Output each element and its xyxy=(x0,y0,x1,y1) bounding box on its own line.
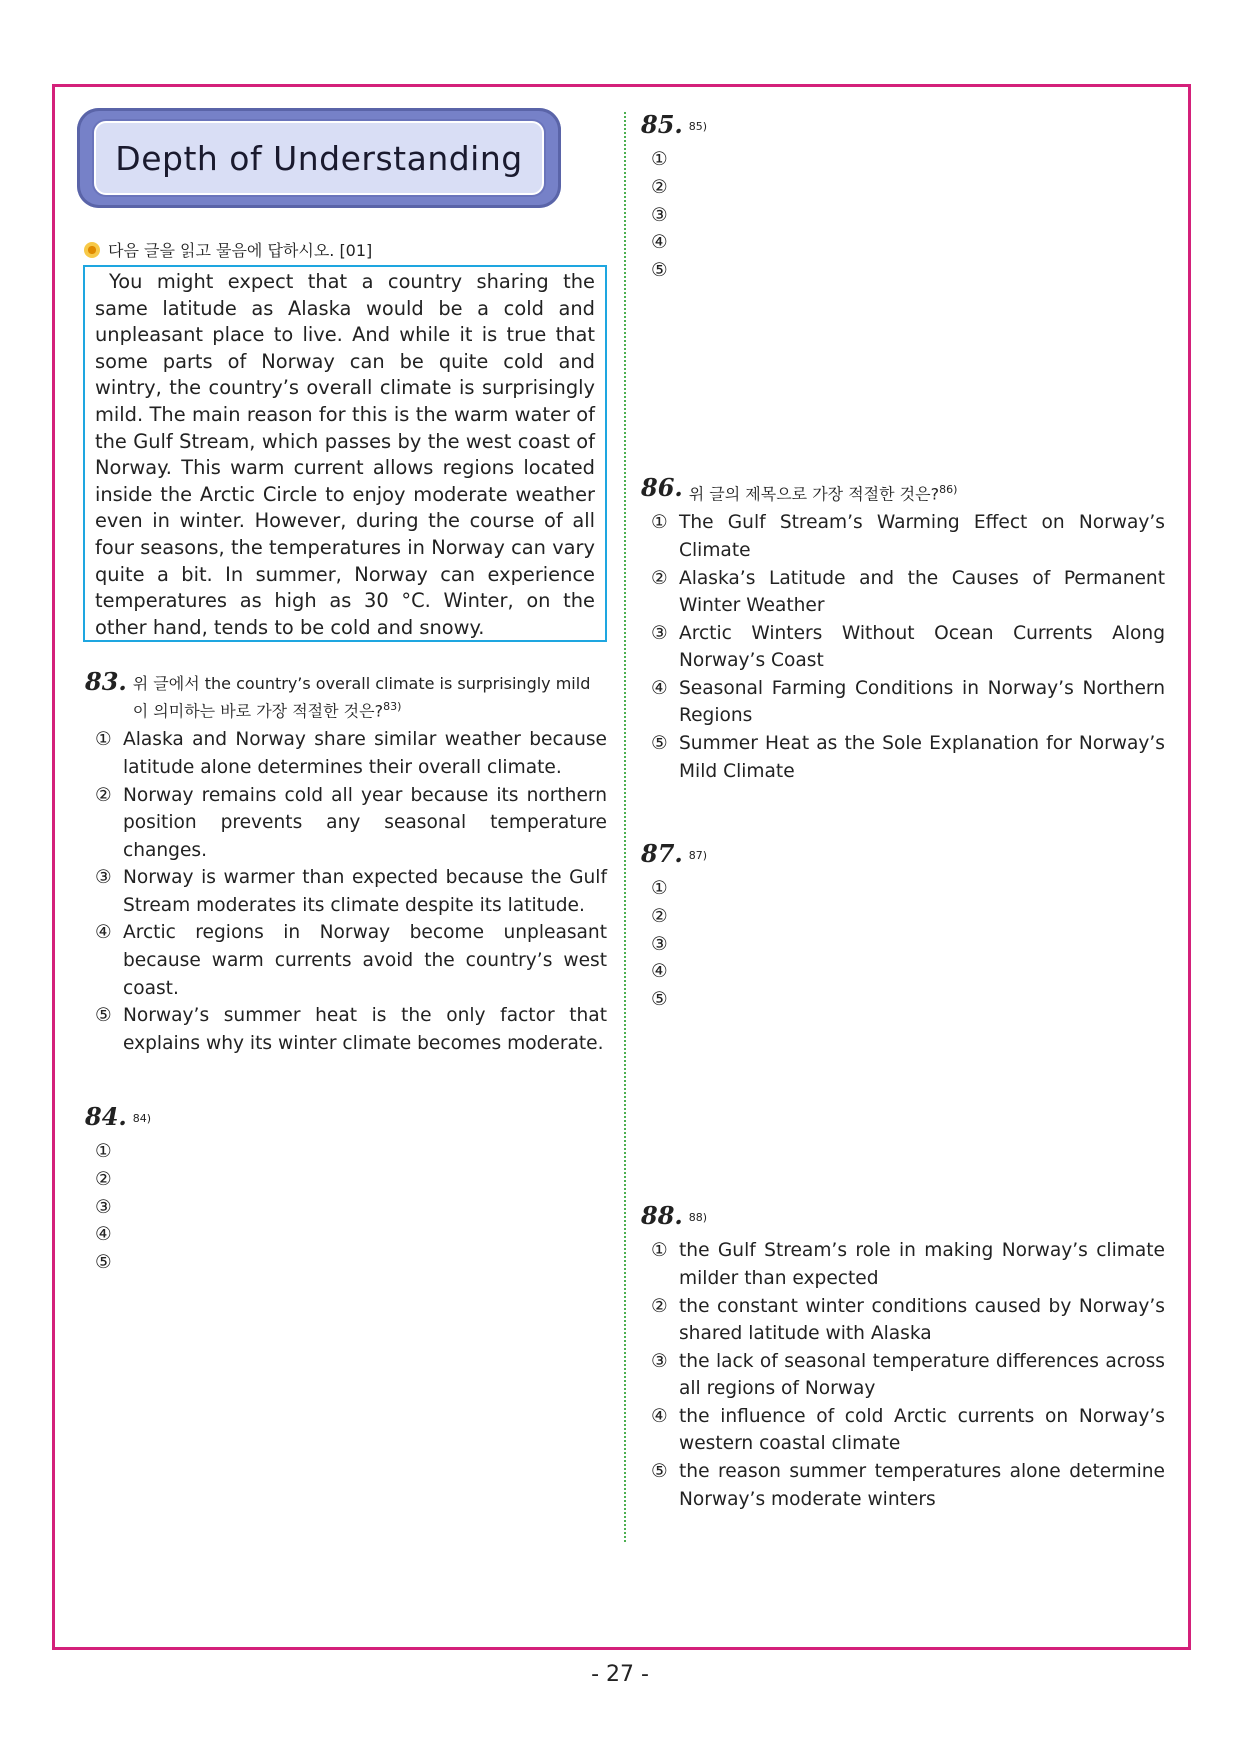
option-text: Summer Heat as the Sole Explanation for Norway’s Mild Climate xyxy=(679,733,1165,782)
question-number: 84. xyxy=(85,1102,127,1131)
option-text xyxy=(679,875,1165,903)
option-marker: ① xyxy=(651,149,668,171)
question-86 xyxy=(641,473,1165,785)
option-text: the reason summer temperatures alone determine Norway’s moderate winters xyxy=(679,1461,1165,1510)
page-number: - 27 - xyxy=(591,1662,649,1687)
question-85 xyxy=(641,110,1165,284)
question-number: 85. xyxy=(641,110,683,139)
option-text: the lack of seasonal temperature differences across all regions of Norway xyxy=(679,1350,1165,1400)
answer-options xyxy=(641,875,1165,1013)
column-divider xyxy=(624,112,626,1542)
answer-option xyxy=(85,919,607,1002)
answer-option xyxy=(641,986,1165,1014)
answer-option xyxy=(641,509,1165,564)
section-title: Depth of Understanding xyxy=(115,138,523,178)
option-text xyxy=(679,986,1165,1014)
instruction-line xyxy=(84,238,372,261)
answer-option xyxy=(641,146,1165,174)
option-text xyxy=(679,229,1165,257)
option-marker: ① xyxy=(651,1240,668,1262)
answer-option xyxy=(85,726,607,781)
option-marker: ④ xyxy=(95,922,112,944)
question-stem-text: 위 글의 제목으로 가장 적절한 것은? xyxy=(688,484,940,504)
option-text: the constant winter conditions caused by Norway’s shared latitude with Alaska xyxy=(679,1295,1165,1345)
option-marker: ③ xyxy=(651,622,668,644)
answer-options xyxy=(85,726,607,1057)
question-stem xyxy=(133,1105,151,1134)
answer-option xyxy=(641,1403,1165,1458)
option-marker: ④ xyxy=(651,961,668,983)
option-marker: ② xyxy=(95,784,112,806)
footnote-ref: 87) xyxy=(688,849,708,862)
option-text: Norway is warmer than expected because the Gulf Stream moderates its climate despite its latitude. xyxy=(123,867,607,916)
answer-option xyxy=(641,903,1165,931)
question-header xyxy=(641,473,1165,505)
option-text: Arctic regions in Norway become unpleasant because warm currents avoid the country’s west coast. xyxy=(123,922,607,999)
question-84 xyxy=(85,1102,607,1276)
answer-option xyxy=(641,174,1165,202)
option-marker: ③ xyxy=(651,204,668,226)
option-text xyxy=(679,202,1165,230)
question-stem xyxy=(689,476,958,505)
question-stem xyxy=(689,113,707,142)
option-marker: ④ xyxy=(651,677,668,699)
option-marker: ④ xyxy=(651,1405,668,1427)
footnote-ref: 86) xyxy=(939,483,958,496)
option-marker: ⑤ xyxy=(95,1251,112,1273)
answer-option xyxy=(641,875,1165,903)
question-header xyxy=(641,1201,1165,1233)
option-marker: ⑤ xyxy=(651,988,668,1010)
answer-option xyxy=(641,675,1165,730)
question-stem xyxy=(689,842,707,871)
option-text xyxy=(123,1138,607,1166)
option-text xyxy=(679,958,1165,986)
answer-option xyxy=(85,1002,607,1057)
answer-option xyxy=(641,229,1165,257)
option-text xyxy=(123,1166,607,1194)
instruction-text: 다음 글을 읽고 물음에 답하시오. [01] xyxy=(108,241,373,260)
option-marker: ⑤ xyxy=(651,259,668,281)
option-text: Norway remains cold all year because its northern position prevents any seasonal temperature changes. xyxy=(123,784,607,861)
question-number: 83. xyxy=(85,667,127,696)
answer-option xyxy=(641,1458,1165,1513)
option-text: the influence of cold Arctic currents on Norway’s western coastal climate xyxy=(679,1405,1165,1455)
option-marker: ④ xyxy=(95,1224,112,1246)
option-marker: ⑤ xyxy=(651,1461,668,1483)
option-marker: ⑤ xyxy=(651,733,668,755)
option-marker: ③ xyxy=(651,933,668,955)
option-text: Alaska’s Latitude and the Causes of Permanent Winter Weather xyxy=(679,567,1165,617)
answer-option xyxy=(85,782,607,865)
answer-option xyxy=(85,1221,607,1249)
question-number: 87. xyxy=(641,839,683,868)
option-text: Seasonal Farming Conditions in Norway’s Northern Regions xyxy=(679,677,1165,727)
footnote-ref: 84) xyxy=(132,1112,152,1125)
question-header xyxy=(641,110,1165,142)
question-header xyxy=(85,667,607,722)
option-marker: ③ xyxy=(651,1350,668,1372)
option-marker: ② xyxy=(651,567,668,589)
answer-options xyxy=(85,1138,607,1276)
option-text: the Gulf Stream’s role in making Norway’s climate milder than expected xyxy=(679,1240,1165,1289)
answer-options xyxy=(641,509,1165,785)
option-marker: ① xyxy=(95,729,112,751)
answer-options xyxy=(641,146,1165,284)
question-header xyxy=(85,1102,607,1134)
question-number: 88. xyxy=(641,1201,683,1230)
answer-option xyxy=(641,1237,1165,1292)
option-text xyxy=(679,931,1165,959)
option-text xyxy=(123,1221,607,1249)
answer-option xyxy=(641,1293,1165,1348)
option-marker: ① xyxy=(95,1141,112,1163)
option-text xyxy=(123,1194,607,1222)
option-marker: ② xyxy=(651,176,668,198)
answer-option xyxy=(641,565,1165,620)
question-number: 86. xyxy=(641,473,683,502)
question-87 xyxy=(641,839,1165,1013)
answer-option xyxy=(641,257,1165,285)
answer-option xyxy=(641,730,1165,785)
question-stem xyxy=(133,670,607,722)
option-marker: ④ xyxy=(651,232,668,254)
option-marker: ③ xyxy=(95,1196,112,1218)
answer-options xyxy=(641,1237,1165,1513)
option-marker: ② xyxy=(651,1295,668,1317)
question-83 xyxy=(85,667,607,1057)
answer-option xyxy=(641,958,1165,986)
option-text xyxy=(123,1249,607,1277)
option-text: Alaska and Norway share similar weather because latitude alone determines their overall climate. xyxy=(123,729,607,778)
answer-option xyxy=(641,931,1165,959)
reading-passage: You might expect that a country sharing the same latitude as Alaska would be a cold and unpleasant place to live. And while it is true that some parts of Norway can be quite cold and wintry, the country’s overall climate is surprisingly mild. The main reason for this is the warm water of the Gulf Stream, which passes by the west coast of Norway. This warm current allows regions located inside the Arctic Circle to enjoy moderate weather even in winter. However, during the course of all four seasons, the temperatures in Norway can vary quite a bit. In summer, Norway can experience temperatures as high as 30 °C. Winter, on the other hand, tends to be cold and snowy. xyxy=(83,265,607,642)
option-text xyxy=(679,903,1165,931)
option-text: Norway’s summer heat is the only factor that explains why its winter climate becomes moderate. xyxy=(123,1005,607,1054)
option-text: Arctic Winters Without Ocean Currents Along Norway’s Coast xyxy=(679,622,1165,672)
answer-option xyxy=(85,1249,607,1277)
option-marker: ② xyxy=(651,905,668,927)
footnote-ref: 88) xyxy=(688,1211,708,1224)
answer-option xyxy=(641,1348,1165,1403)
answer-option xyxy=(85,1138,607,1166)
answer-option xyxy=(641,202,1165,230)
option-marker: ⑤ xyxy=(95,1005,112,1027)
question-stem xyxy=(689,1204,707,1233)
answer-option xyxy=(85,1166,607,1194)
flower-bullet-icon xyxy=(84,242,100,258)
option-marker: ① xyxy=(651,512,668,534)
option-text: The Gulf Stream’s Warming Effect on Norway’s Climate xyxy=(679,512,1165,561)
option-text xyxy=(679,174,1165,202)
answer-option xyxy=(85,1194,607,1222)
option-text xyxy=(679,257,1165,285)
footnote-ref: 83) xyxy=(383,700,402,713)
option-marker: ② xyxy=(95,1168,112,1190)
question-88 xyxy=(641,1201,1165,1513)
question-header xyxy=(641,839,1165,871)
answer-option xyxy=(85,864,607,919)
option-marker: ① xyxy=(651,878,668,900)
footnote-ref: 85) xyxy=(688,120,708,133)
answer-option xyxy=(641,620,1165,675)
question-stem-text: 위 글에서 the country’s overall climate is surprisingly mild 이 의미하는 바로 가장 적절한 것은? xyxy=(132,674,591,721)
option-text xyxy=(679,146,1165,174)
option-marker: ③ xyxy=(95,867,112,889)
